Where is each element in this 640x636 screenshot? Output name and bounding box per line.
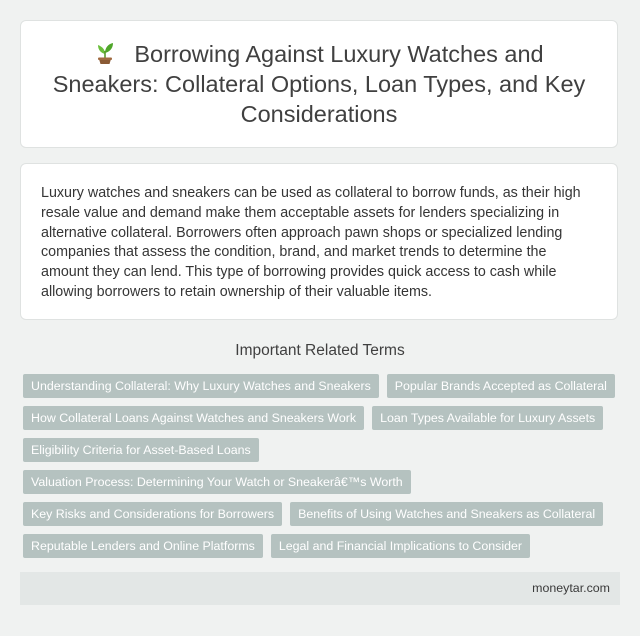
related-term-tag[interactable]: Valuation Process: Determining Your Watch or Sneakerâ€™s Worth: [23, 470, 411, 494]
footer: [20, 572, 620, 605]
tag-row: [23, 502, 623, 534]
related-term-tag[interactable]: Loan Types Available for Luxury Assets: [372, 406, 603, 430]
page-title-text: Borrowing Against Luxury Watches and Sneakers: Collateral Options, Loan Types, and Key Considerations: [52, 41, 586, 127]
related-term-tag[interactable]: Reputable Lenders and Online Platforms: [23, 534, 263, 558]
page-title: [45, 39, 593, 129]
related-term-tag[interactable]: Key Risks and Considerations for Borrowers: [23, 502, 282, 526]
footer-site-name: moneytar.com: [532, 581, 610, 595]
related-term-tag[interactable]: Benefits of Using Watches and Sneakers as Collateral: [290, 502, 603, 526]
related-terms-list: [23, 374, 623, 566]
summary-card: [20, 163, 618, 320]
title-card: [20, 20, 618, 148]
summary-text: Luxury watches and sneakers can be used as collateral to borrow funds, as their high resale value and demand make them acceptable assets for lenders specializing in alternative collateral. Borrowers often approach pawn shops or specialized lending companies that assess the condition, brand, and market trends to determine the amount they can lend. This type of borrowing provides quick access to cash while allowing borrowers to retain ownership of their valuable items.: [41, 185, 581, 300]
related-term-tag[interactable]: Understanding Collateral: Why Luxury Watches and Sneakers: [23, 374, 379, 398]
tag-row: [23, 438, 623, 470]
tag-row: [23, 374, 623, 406]
related-term-tag[interactable]: Popular Brands Accepted as Collateral: [387, 374, 615, 398]
related-term-tag[interactable]: How Collateral Loans Against Watches and Sneakers Work: [23, 406, 364, 430]
related-term-tag[interactable]: Legal and Financial Implications to Consider: [271, 534, 530, 558]
tag-row: [23, 470, 623, 502]
related-terms-heading: Important Related Terms: [235, 342, 405, 359]
related-term-tag[interactable]: Eligibility Criteria for Asset-Based Loans: [23, 438, 259, 462]
sprout-icon: [94, 41, 116, 65]
tag-row: [23, 534, 623, 566]
tag-row: [23, 406, 623, 438]
